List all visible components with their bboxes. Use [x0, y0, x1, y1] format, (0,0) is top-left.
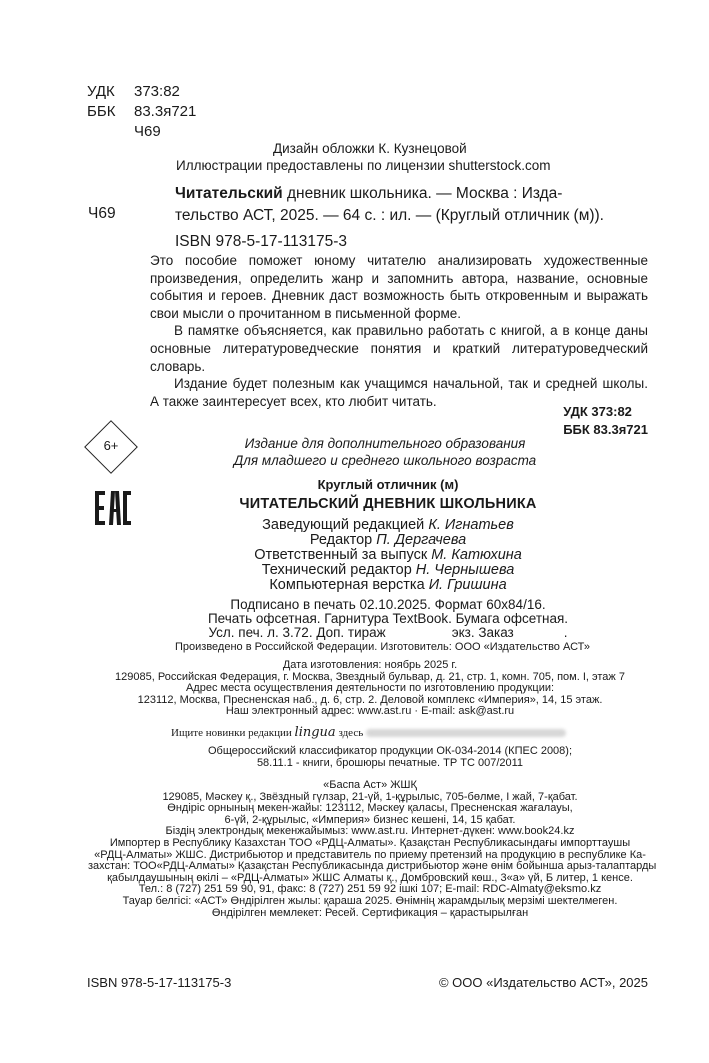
staff-list — [175, 518, 601, 593]
kz-line: «Баспа Аст» ЖШҚ — [323, 779, 417, 791]
main-title: ЧИТАТЕЛЬСКИЙ ДНЕВНИК ШКОЛЬНИКА — [239, 496, 537, 512]
bbk-value: 83.3я721 — [134, 103, 197, 120]
kz-line: «РДЦ-Алматы» ЖШС. Дистрибьютор и представитель по приему претензий на продукцию в республике Ка- — [94, 848, 646, 861]
staff-role: Компьютерная верстка — [269, 577, 429, 593]
cover-credit: Дизайн обложки К. Кузнецовой — [273, 141, 467, 156]
okp-line: Общероссийский классификатор продукции ОК-034-2014 (КПЕС 2008); — [207, 745, 573, 757]
okp-line: 58.11.1 - книги, брошюры печатные. ТР ТС 007/2011 — [256, 757, 524, 769]
lingua-logo: lingua — [294, 725, 336, 740]
made-in-statement: Произведено в Российской Федерации. Изготовитель: ООО «Издательство АСТ» — [175, 641, 591, 653]
classification-codes — [87, 82, 196, 142]
staff-role: Редактор — [309, 532, 377, 548]
legal-address: 129085, Российская Федерация, г. Москва, Звездный бульвар, д. 21, стр. 1, комн. 705, пом. I, этаж 7 — [115, 670, 625, 683]
age-rating: 6+ — [103, 438, 119, 453]
purpose-line1: Издание для дополнительного образования — [244, 436, 526, 451]
book-title-word: Читательский — [175, 185, 283, 202]
staff-person: Н. Чернышева — [415, 562, 515, 578]
udk-value: 373:82 — [134, 83, 180, 100]
kz-line: 6-үй, 2-құрылыс, «Империя» бизнес кешені, 14, 15 қабат. — [224, 813, 516, 826]
okp-classifier — [140, 745, 640, 769]
order-label: экз. Заказ — [451, 625, 514, 640]
order-end: . — [563, 625, 568, 640]
annotation-p3: Издание будет полезным как учащимся начальной, так и средней школы. А также заинтересует всех, кто любит читать. — [150, 376, 648, 409]
eac-mark-icon — [94, 489, 132, 527]
staff-row — [175, 548, 601, 563]
redacted-link — [366, 729, 566, 737]
publisher-info — [88, 660, 652, 718]
udk-right: УДК 373:82 — [563, 404, 632, 419]
footer-isbn: ISBN 978-5-17-113175-3 — [87, 975, 232, 990]
lingua-prefix: Ищите новинки редакции — [171, 727, 292, 739]
staff-row — [175, 518, 601, 533]
staff-role: Технический редактор — [261, 562, 416, 578]
kz-line: Өндіріс орнының мекен-жайы: 123112, Мәскеу қаласы, Пресненская жағалауы, — [167, 802, 573, 815]
staff-row — [175, 578, 601, 593]
bbk-label: ББК — [87, 103, 116, 120]
kz-line: Тел.: 8 (727) 251 59 90, 91, факс: 8 (727) 251 59 92 ішкі 107; E-mail: RDC-Almaty@eksmo.kz — [138, 883, 602, 896]
series-name: Круглый отличник (м) — [317, 477, 459, 492]
purpose-line2: Для младшего и среднего школьного возраста — [233, 453, 537, 468]
kz-line: 129085, Мәскеу қ., Звёздный гүлзар, 21-үй, 1-құрылыс, 705-бөлме, I жай, 7-қабат. — [162, 790, 578, 803]
biblio-line1: дневник школьника. — Москва : Изда- — [282, 185, 563, 202]
staff-person: М. Катюхина — [431, 547, 522, 563]
staff-role: Ответственный за выпуск — [254, 547, 432, 563]
udk-label: УДК — [87, 83, 115, 100]
kz-block — [88, 779, 657, 919]
staff-row — [175, 563, 601, 578]
printing-line3 — [175, 625, 601, 640]
illustrations-credit: Иллюстрации предоставлены по лицензии shutterstock.com — [176, 158, 551, 173]
annotation-p1: Это пособие поможет юному читателю анализировать художественные произведения, определить жанр и запомнить автора, название, основные события и героев. Дневник даст возможность быть откровенным и выражать свои мысли о прочитанном в письменной форме. — [150, 253, 648, 321]
cip-mark: Ч69 — [88, 205, 116, 222]
kz-line: Біздің электрондық мекенжайымыз: www.ast.ru. Интернет-дүкен: www.book24.kz — [165, 825, 575, 838]
author-mark: Ч69 — [134, 123, 161, 140]
print-run-label: Усл. печ. л. 3.72. Доп. тираж — [208, 625, 386, 640]
printing-line2: Печать офсетная. Гарнитура TextBook. Бумага офсетная. — [207, 611, 569, 626]
staff-person: П. Дергачева — [376, 532, 467, 548]
bbk-right: ББК 83.3я721 — [563, 422, 648, 437]
classification-right — [563, 403, 648, 439]
staff-person: К. Игнатьев — [428, 517, 514, 533]
kz-line: захстан: ТОО«РДЦ-Алматы» Қазақстан Республикасында дистрибьютор және өнім бойынша арыз-талаптарды — [88, 860, 657, 873]
production-address-label: Адрес места осуществления деятельности по изготовлению продукции: — [185, 682, 555, 695]
printing-line1: Подписано в печать 02.10.2025. Формат 60x84/16. — [230, 597, 546, 612]
kz-line: Импортер в Республику Казахстан ТОО «РДЦ-Алматы». Қазақстан Республикасындағы импорттаушы — [109, 836, 631, 849]
annotation — [150, 252, 648, 410]
lingua-suffix: здесь — [338, 727, 364, 739]
production-date: Дата изготовления: ноябрь 2025 г. — [282, 659, 458, 671]
lingua-line — [171, 725, 566, 740]
bibliographic-record — [175, 183, 647, 227]
staff-row — [175, 533, 601, 548]
annotation-p2: В памятке объясняется, как правильно работать с книгой, а в конце даны основные литературоведческие понятия и краткий литературоведческий словарь. — [150, 323, 648, 374]
production-address: 123112, Москва, Пресненская наб., д. 6, стр. 2. Деловой комплекс «Империя», 14, 15 этаж. — [137, 693, 603, 706]
kz-line: қабылдаушының өкілі – «РДЦ-Алматы» ЖШС Алматы қ., Домбровский көш., 3«а» үй, Б литер, 1 кенсе. — [107, 871, 633, 884]
staff-role: Заведующий редакцией — [262, 517, 429, 533]
staff-person: И. Гришина — [428, 577, 507, 593]
kz-line: Өндірілген мемлекет: Ресей. Сертификация – қарастырылған — [211, 906, 529, 919]
footer-copyright: © ООО «Издательство АСТ», 2025 — [438, 975, 648, 990]
isbn-top: ISBN 978-5-17-113175-3 — [175, 233, 348, 250]
contact-addresses: Наш электронный адрес: www.ast.ru · E-mail: ask@ast.ru — [225, 705, 515, 718]
kz-line: Тауар белгісі: «АСТ» Өндірілген жылы: қараша 2025. Өнімнің жарамдылық мерзімі шектелмеген. — [122, 894, 618, 907]
biblio-line2: тельство АСТ, 2025. — 64 с. : ил. — (Круглый отличник (м)). — [175, 207, 604, 224]
